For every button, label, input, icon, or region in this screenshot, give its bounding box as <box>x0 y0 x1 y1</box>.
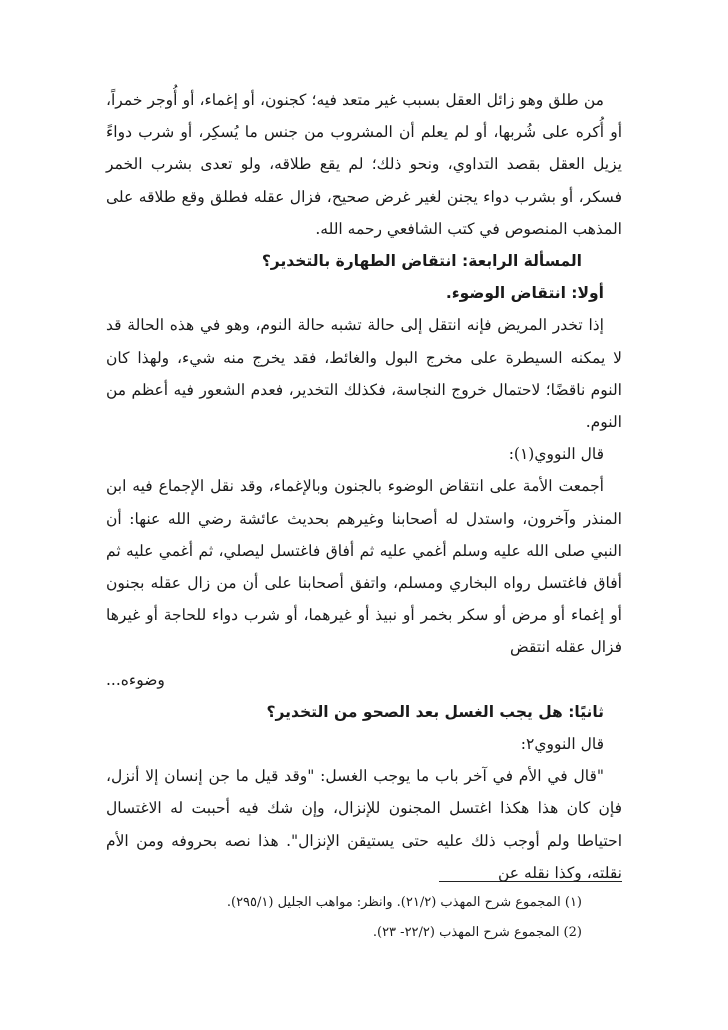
paragraph-al-umm-quote: "قال في الأم في آخر باب ما يوجب الغسل: "وقد قيل ما جن إنسان إلا أنزل، فإن كان هذا هكذا اغتسل المجنون للإنزال، وإن شك فيه أحببت له الاغتسال احتياطا ولم أوجب ذلك عليه حتى يستيقن الإنزال". هذا نصه بحروفه ومن الأم نقلته، وكذا نقله عن <box>106 767 622 882</box>
quote-intro-nawawi-1: قال النووي(١): <box>508 445 604 464</box>
footnotes <box>106 888 622 948</box>
footnote-1: (١) المجموع شرح المهذب (٢١/٢). وانظر: مواهب الجليل (٢٩٥/١). <box>226 895 582 910</box>
footnote-separator <box>439 881 622 882</box>
section-heading-fourth-issue: المسألة الرابعة: انتقاض الطهارة بالتخدير؟ <box>261 252 582 271</box>
quote-intro-nawawi-2: قال النووي٢: <box>520 735 604 754</box>
subheading-first-wudu: أولا: انتقاض الوضوء. <box>445 284 604 303</box>
footnote-2: (2) المجموع شرح المهذب (٢٢/٢- ٢٣). <box>372 925 582 940</box>
main-text <box>106 84 622 889</box>
paragraph-consensus: أجمعت الأمة على انتقاض الوضوء بالجنون وبالإغماء، وقد نقل الإجماع فيه ابن المنذر وآخرون، واستدل له أصحابنا وغيرهم بحديث عائشة رضي الله عنها: أن النبي صلى الله عليه وسلم أغمي عليه ثم أفاق فاغتسل ليصلي، ثم أغمي عليه ثم أفاق فاغتسل رواه البخاري ومسلم، واتفق أصحابنا على أن من زال عقله بجنون أو إغماء أو مرض أو سكر بخمر أو نبيذ أو غيرهما، أو شرب دواء للحاجة أو غيرها فزال عقله انتقض <box>106 477 622 657</box>
subheading-second-ghusl: ثانيًا: هل يجب الغسل بعد الصحو من التخدير؟ <box>266 702 604 721</box>
paragraph-consensus-end: وضوءه... <box>106 670 165 689</box>
paragraph-anesthesia-sleep: إذا تخدر المريض فإنه انتقل إلى حالة تشبه حالة النوم، وهو في هذه الحالة قد لا يمكنه السيطرة على مخرج البول والغائط، فقد يخرج منه شيء، ولهذا كان النوم ناقضًا؛ لاحتمال خروج النجاسة، فكذلك التخدير، فعدم الشعور فيه أعظم من النوم. <box>106 316 622 432</box>
paragraph-divorce-ruling: من طلق وهو زائل العقل بسبب غير متعد فيه؛ كجنون، أو إغماء، أو أُوجر خمراً، أو أُكره على شُربها، أو لم يعلم أن المشروب من جنس ما يُسكِر، أو شرب دواءً يزيل العقل بقصد التداوي، ونحو ذلك؛ لم يقع طلاقه، ولو تعدى بشرب الخمر فسكر، أو بشرب دواء يجنن لغير غرض صحيح، فزال عقله فطلق وقع طلاقه على المذهب المنصوص في كتب الشافعي رحمه الله. <box>106 91 622 238</box>
